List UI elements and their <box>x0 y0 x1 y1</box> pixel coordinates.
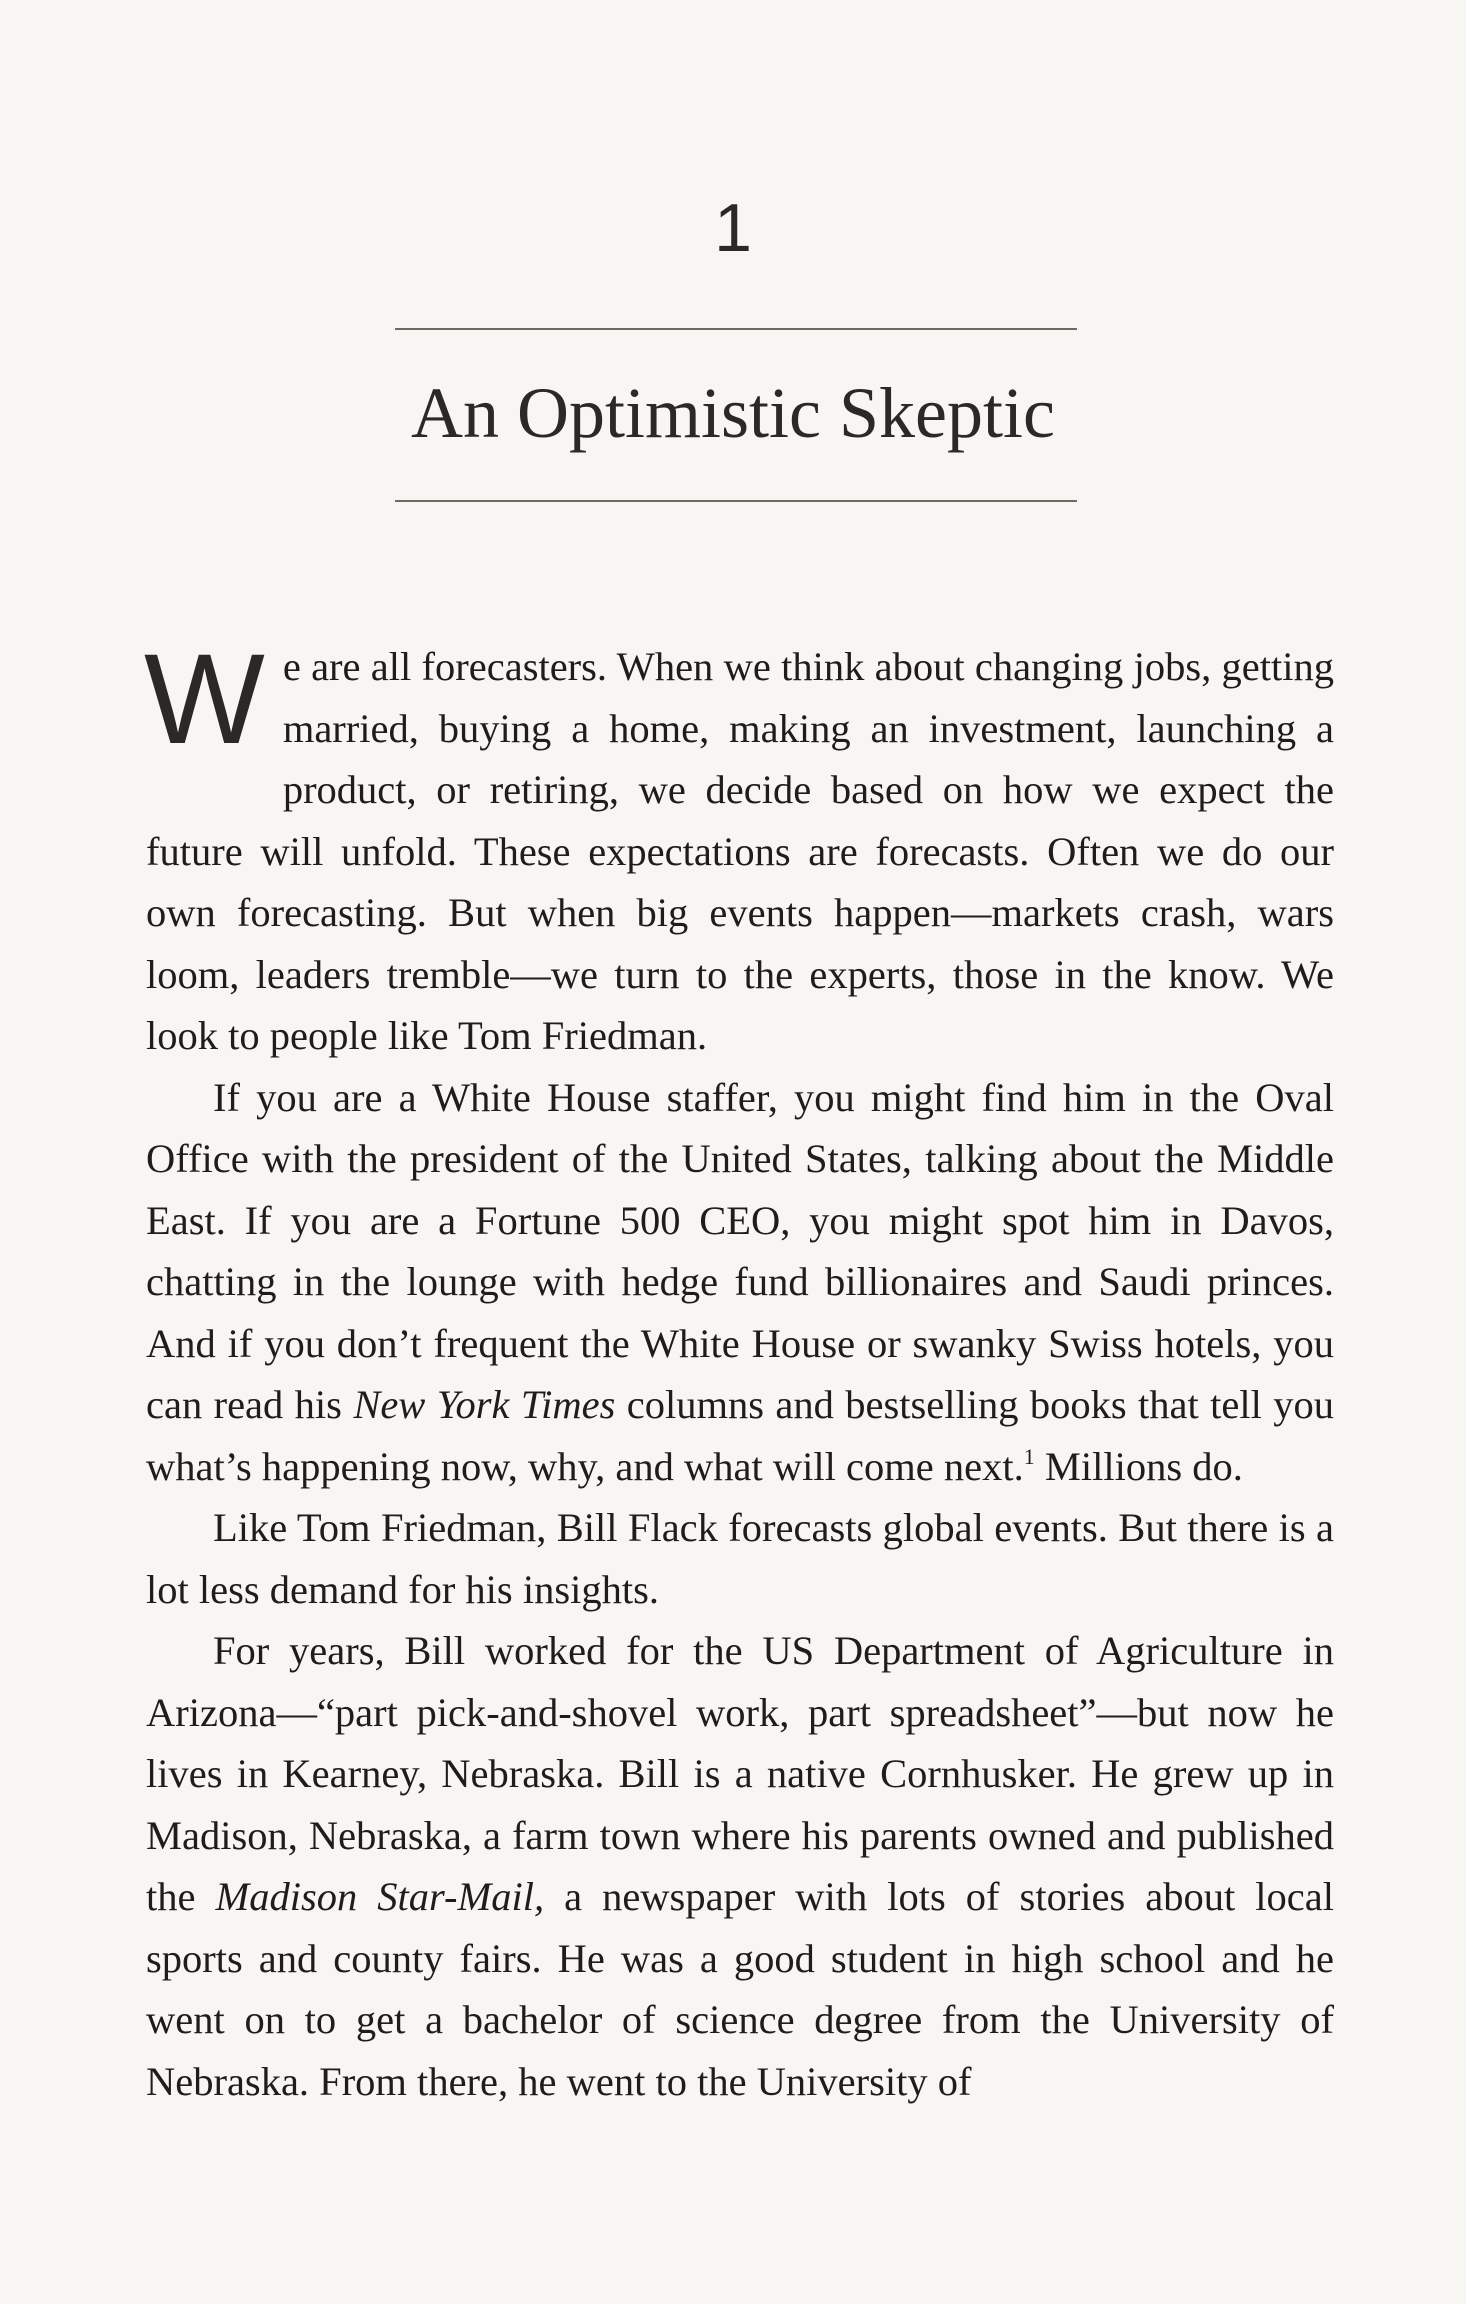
body-text <box>144 628 1335 2112</box>
paragraph-4-italic: Madison Star-Mail, <box>215 1874 545 1919</box>
paragraph-2-text-a: If you are a White House staffer, you might find him in the Oval Office with the president of the United States, talking about the Middle East. If you are a Fortune 500 CEO, you might spot him in Davos, chatting in the lounge with hedge fund billionaires and Saudi princes. And if you don’t frequent the White House or swanky Swiss hotels, you can read his <box>146 1074 1334 1427</box>
paragraph-1 <box>144 628 1334 1067</box>
title-rule-bottom <box>395 500 1077 502</box>
paragraph-2-text-c: Millions do. <box>1034 1443 1243 1489</box>
paragraph-4-text-b: a newspaper with lots of stories about local sports and county fairs. He was a good student in high school and he went on to get a bachelor of science degree from the University of Nebraska. From there, he went to the University of <box>146 1874 1335 2104</box>
drop-cap: W <box>144 628 265 771</box>
paragraph-3 <box>146 1497 1334 1620</box>
title-rule-top <box>395 328 1077 330</box>
paragraph-3-text: Like Tom Friedman, Bill Flack forecasts global events. But there is a lot less demand for his insights. <box>146 1505 1334 1612</box>
paragraph-2-italic: New York Times <box>353 1382 616 1427</box>
paragraph-2 <box>146 1067 1334 1498</box>
paragraph-4-text-a: For years, Bill worked for the US Department of Agriculture in Arizona—“part pick-and-shovel work, part spreadsheet”—but now he lives in Kearney, Nebraska. Bill is a native Cornhusker. He grew up in Madison, Nebraska, a farm town where his parents owned and published the <box>146 1628 1334 1919</box>
paragraph-2-text-b: columns and bestselling books that tell you what’s happening now, why, and what will come next. <box>146 1382 1334 1489</box>
chapter-title: An Optimistic Skeptic <box>411 373 1055 453</box>
paragraph-4 <box>146 1620 1334 2112</box>
paragraph-1-text: e are all forecasters. When we think about changing jobs, getting married, buying a home, making an investment, launching a product, or retiring, we decide based on how we expect the future will unfold. These expectations are forecasts. Often we do our own forecasting. But when big events happen—markets crash, wars loom, leaders tremble—we turn to the experts, those in the know. We look to people like Tom Friedman. <box>146 644 1334 1058</box>
footnote-marker: 1 <box>1023 1443 1035 1469</box>
chapter-number: 1 <box>714 190 752 266</box>
